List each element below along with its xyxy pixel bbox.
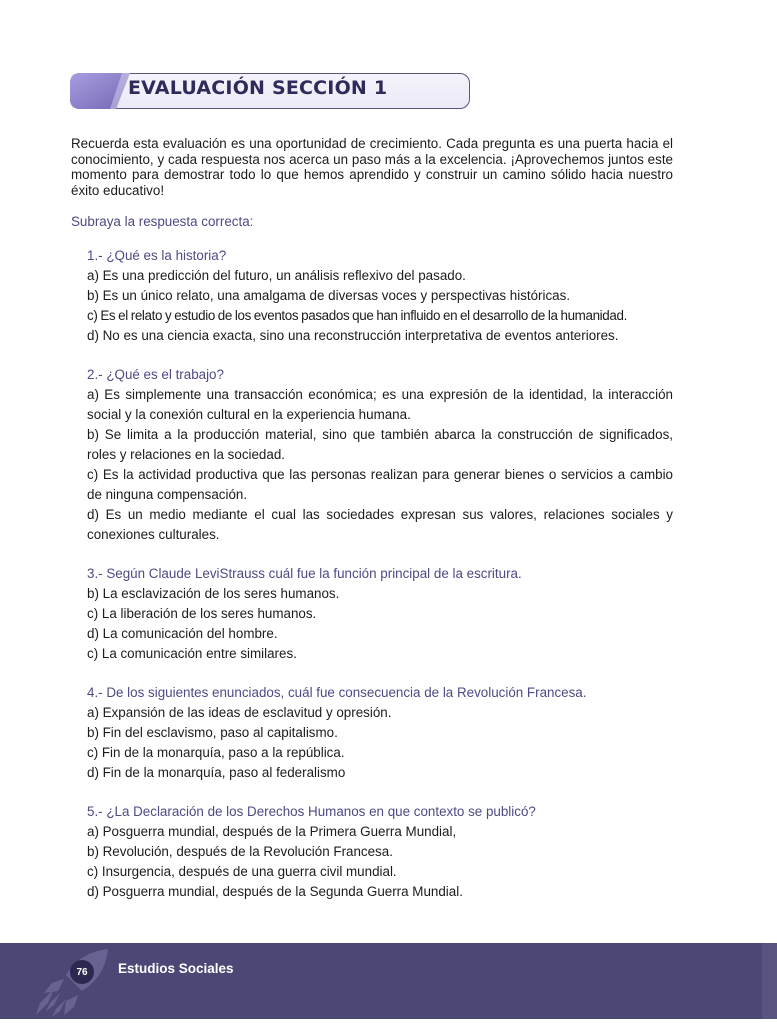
footer-subject-label: Estudios Sociales — [118, 961, 234, 976]
question-title: 2.- ¿Qué es el trabajo? — [87, 367, 224, 382]
answer-option[interactable]: d) La comunicación del hombre. — [87, 626, 278, 641]
answer-option[interactable]: d) Posguerra mundial, después de la Segunda Guerra Mundial. — [87, 884, 463, 899]
question-title: 4.- De los siguientes enunciados, cuál fue consecuencia de la Revolución Francesa. — [87, 685, 587, 700]
answer-option[interactable]: c) Es el relato y estudio de los eventos pasados que han influido en el desarrollo de la humanidad. — [87, 308, 627, 323]
answer-option[interactable]: a) Es simplemente una transacción económica; es una expresión de la identidad, la interacción social y la conexión cultural en la experiencia humana. — [87, 387, 673, 422]
page-number-badge — [70, 960, 94, 984]
answer-option[interactable]: d) No es una ciencia exacta, sino una reconstrucción interpretativa de eventos anteriores. — [87, 328, 619, 343]
section-title: EVALUACIÓN SECCIÓN 1 — [128, 77, 388, 99]
answer-option[interactable]: c) Fin de la monarquía, paso a la república. — [87, 745, 345, 760]
question-title: 5.- ¿La Declaración de los Derechos Humanos en que contexto se publicó? — [87, 804, 536, 819]
answer-option[interactable]: c) La comunicación entre similares. — [87, 646, 297, 661]
answer-option[interactable]: b) Revolución, después de la Revolución Francesa. — [87, 844, 393, 859]
question-title: 1.- ¿Qué es la historia? — [87, 248, 227, 263]
intro-paragraph: Recuerda esta evaluación es una oportunidad de crecimiento. Cada pregunta es una puerta hacia el conocimiento, y cada respuesta nos acerca un paso más a la excelencia. ¡Aprovechemos juntos este momento para demostrar todo lo que hemos aprendido y construir un camino sólido hacia nuestro éxito educativo! — [71, 136, 673, 198]
question-4 — [87, 683, 673, 783]
section-title-banner — [70, 73, 470, 110]
answer-option[interactable]: d) Es un medio mediante el cual las sociedades expresan sus valores, relaciones sociales y conexiones culturales. — [87, 507, 673, 542]
answer-option[interactable]: b) Se limita a la producción material, sino que también abarca la construcción de significados, roles y relaciones en la sociedad. — [87, 427, 673, 462]
answer-option[interactable]: a) Expansión de las ideas de esclavitud y opresión. — [87, 705, 392, 720]
question-2 — [87, 365, 673, 545]
banner-tab-shape — [70, 73, 130, 109]
question-3 — [87, 564, 673, 664]
answer-option[interactable]: b) Es un único relato, una amalgama de diversas voces y perspectivas históricas. — [87, 288, 571, 303]
answer-option[interactable]: c) Es la actividad productiva que las personas realizan para generar bienes o servicios a cambio de ninguna compensación. — [87, 467, 673, 502]
question-1 — [87, 246, 673, 346]
instruction-text: Subraya la respuesta correcta: — [71, 214, 254, 229]
page-number: 76 — [76, 966, 88, 978]
footer-edge-band — [762, 943, 777, 1019]
answer-option[interactable]: a) Es una predicción del futuro, un análisis reflexivo del pasado. — [87, 268, 466, 283]
answer-option[interactable]: c) La liberación de los seres humanos. — [87, 606, 317, 621]
rocket-icon — [30, 945, 120, 1024]
answer-option[interactable]: c) Insurgencia, después de una guerra civil mundial. — [87, 864, 397, 879]
answer-option[interactable]: d) Fin de la monarquía, paso al federalismo — [87, 765, 346, 780]
questions-list — [87, 246, 673, 921]
question-title: 3.- Según Claude LeviStrauss cuál fue la función principal de la escritura. — [87, 566, 522, 581]
question-5 — [87, 802, 673, 902]
answer-option[interactable]: b) Fin del esclavismo, paso al capitalismo. — [87, 725, 338, 740]
answer-option[interactable]: a) Posguerra mundial, después de la Primera Guerra Mundial, — [87, 824, 457, 839]
answer-option[interactable]: b) La esclavización de los seres humanos. — [87, 586, 340, 601]
